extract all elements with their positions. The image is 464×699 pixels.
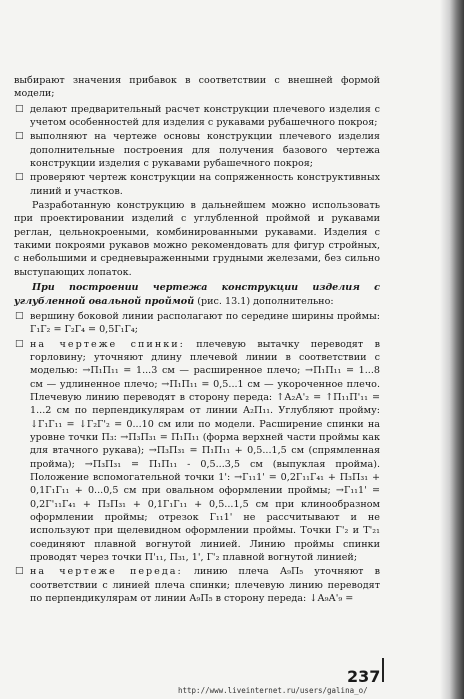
paragraph: При построении чертежа конструкции изделия с углубленной овальной проймой (рис. 13.1) дополнительно: xyxy=(14,282,380,307)
square-bullet-icon: □ xyxy=(15,566,24,577)
emphasis-text: При построении чертежа конструкции изделия с углубленной овальной проймой xyxy=(14,282,380,307)
list-item: □ на чертеже спинки: плечевую вытачку переводят в горловину; уточняют длину плечевой линии в соответствии с моделью: →П₁П₁₁ = 1...3 см — расширенное плечо; →П₁П₁₁ = 1...8 см — удлиненное плечо; →П₁П₁₁ = 0,5...1 см — укороченное плечо. Плечевую линию переводят в сторону переда: ↑А₂А'₂ = ↑П₁₁П'₁₁ = 1...2 см по перпендикулярам от линии А₂П₁₁. Углубляют пройму: ↓Г₁Г₁₁ = ↓Г₂Г'₂ = 0...10 см или по модели. Расширение спинки на уровне точки П₃: →П₃П₃₁ = П₁П₁₁ (форма верхней части проймы как для втачного рукава); →П₃П₃₁ = П₁П₁₁ + 0,5...1,5 см (спрямленная пройма); →П₃П₃₁ = П₁П₁₁ - 0,5...3,5 см (выпуклая пройма). Положение вспомогательной точки 1': →Г₁₁1' = 0,2Г₁₁Г₄₁ + П₃П₃₁ + 0,1Г₁Г₁₁ + 0...0,5 см при овальном оформлении проймы; →Г₁₁1' = 0,2Г'₁₁Г₄₁ + П₃П₃₁ + 0,1Г₁Г₁₁ + 0,5...1,5 см при клинообразном оформлении проймы; отрезок Г₁₁1' не рассчитывают и не используют при щелевидном оформлении проймы. Точки Г'₂ и Т'₂₁ соединяют плавной вогнутой линией. Линию проймы спинки проводят через точки П'₁₁, П₃₁, 1', Г'₂ плавной вогнутой линией; xyxy=(15,338,380,564)
square-bullet-icon: □ xyxy=(15,103,24,114)
paragraph: Разработанную конструкцию в дальнейшем можно использовать при проектировании изделий с углубленной проймой и рукавами реглан, цельнокроеными, комбинированными рукавами. Изделия с такими покроями рукавов можно рекомендовать для фигур стройных, с небольшими и средневыраженными грудными железами, без сильно выступающих лопаток. xyxy=(14,200,380,278)
list-item: □ делают предварительный расчет конструкции плечевого изделия с учетом особенностей для изделия с рукавами рубашечного покроя; xyxy=(15,103,380,129)
page-number: 237 xyxy=(347,667,381,686)
lead-paragraph: выбирают значения прибавок в соответствии с внешней формой модели; xyxy=(14,75,380,100)
list-item: □ на чертеже переда: линию плеча А₉П₅ уточняют в соответствии с линией плеча спинки; плечевую линию переводят по перпендикулярам от линии А₉П₅ в сторону переда: ↓А₉А'₉ = xyxy=(15,566,380,605)
scan-edge xyxy=(440,0,464,699)
square-bullet-icon: □ xyxy=(15,310,24,321)
list-item: □ проверяют чертеж конструкции на сопряженность конструктивных линий и участков. xyxy=(15,172,380,197)
square-bullet-icon: □ xyxy=(15,172,24,183)
spaced-lead: на чертеже спинки: xyxy=(30,338,185,350)
spaced-lead: на чертеже переда: xyxy=(30,566,183,578)
list-item: □ выполняют на чертеже основы конструкции плечевого изделия дополнительные построения для получения базового чертежа конструкции изделия с рукавами рубашечного покроя; xyxy=(15,131,380,170)
square-bullet-icon: □ xyxy=(15,338,24,349)
body-text xyxy=(14,74,380,606)
list-item: □ вершину боковой линии располагают по середине ширины проймы: Г₁Г₂ = Г₂Г₄ = 0,5Г₁Г₄; xyxy=(15,310,380,336)
square-bullet-icon: □ xyxy=(15,131,24,142)
page-rule xyxy=(382,658,384,682)
watermark-url: http://www.liveinternet.ru/users/galina_o/ xyxy=(178,686,368,695)
